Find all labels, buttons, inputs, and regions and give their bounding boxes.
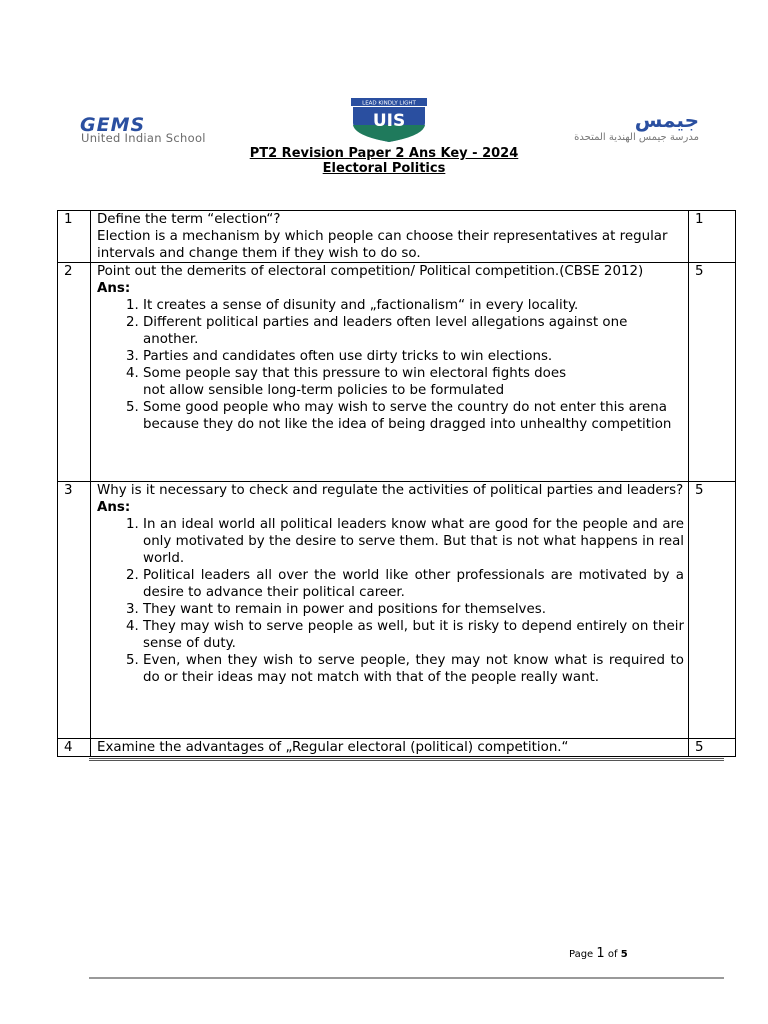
- question-text: Point out the demerits of electoral competition/ Political competition.(CBSE 2012): [97, 264, 644, 279]
- answer-text: Election is a mechanism by which people can choose their representatives at regular intervals and change them if they wish to do so.: [97, 229, 668, 261]
- list-item: 1. In an ideal world all political leaders know what are good for the people and are only motivated by the desire to serve them. But that is not what happens in real world.: [143, 516, 684, 567]
- footer-divider: [89, 758, 724, 761]
- paper-title: PT2 Revision Paper 2 Ans Key - 2024: [249, 146, 519, 161]
- uis-shield-logo: [349, 97, 429, 143]
- question-cell: [91, 739, 689, 757]
- table-row: [58, 739, 736, 757]
- list-item: 5. Some good people who may wish to serve the country do not enter this arena because they do not like the idea of being dragged into unhealthy competition: [143, 399, 684, 433]
- ans-label: Ans:: [97, 281, 131, 296]
- table-row: [58, 263, 736, 482]
- gems-logo-word: GEMS: [80, 114, 146, 136]
- question-text: Define the term “election“?: [97, 212, 281, 227]
- list-item: 2. Political leaders all over the world like other professionals are motivated by a desire to advance their political career.: [143, 567, 684, 601]
- arabic-logo-subtitle: مدرسة جيمس الهندية المتحدة: [574, 132, 699, 143]
- table-row: [58, 211, 736, 263]
- page-bottom-rule: [89, 977, 724, 979]
- page-number: Page 1 of 5: [569, 946, 628, 961]
- list-item: 5. Even, when they wish to serve people, they may not know what is required to do or their ideas may not match with that of the people really want.: [143, 652, 684, 686]
- list-item: 3. Parties and candidates often use dirty tricks to win elections.: [143, 348, 684, 365]
- arabic-logo-word: جيمس: [634, 108, 699, 132]
- question-cell: [91, 263, 689, 482]
- answer-list: [97, 297, 684, 433]
- list-item: 1. It creates a sense of disunity and „factionalism“ in every locality.: [143, 297, 684, 314]
- chapter-title: Electoral Politics: [322, 161, 446, 176]
- shield-icon: [349, 97, 429, 143]
- gems-uis-logo: [80, 114, 270, 146]
- question-text: Why is it necessary to check and regulate the activities of political parties and leaders?: [97, 483, 684, 498]
- question-number: 1: [58, 211, 91, 263]
- question-number: 4: [58, 739, 91, 757]
- gems-arabic-logo: [515, 108, 705, 148]
- question-marks: 1: [689, 211, 736, 263]
- question-text: Examine the advantages of „Regular electoral (political) competition.“: [97, 740, 569, 755]
- question-cell: [91, 482, 689, 739]
- logo-uis-text: UIS: [372, 111, 406, 131]
- school-name-logo-text: United Indian School: [81, 131, 206, 145]
- question-number: 2: [58, 263, 91, 482]
- ans-label: Ans:: [97, 500, 131, 515]
- question-marks: 5: [689, 739, 736, 757]
- question-cell: [91, 211, 689, 263]
- answer-key-table: [57, 210, 736, 757]
- answer-list: [97, 516, 684, 686]
- question-marks: 5: [689, 482, 736, 739]
- list-item: 4. Some people say that this pressure to win electoral fights does not allow sensible long-term policies to be formulated: [143, 365, 684, 399]
- logo-motto: LEAD KINDLY LIGHT: [362, 100, 416, 107]
- list-item: 2. Different political parties and leaders often level allegations against one another.: [143, 314, 684, 348]
- list-item: 4. They may wish to serve people as well, but it is risky to depend entirely on their sense of duty.: [143, 618, 684, 652]
- list-item: 3. They want to remain in power and positions for themselves.: [143, 601, 684, 618]
- question-marks: 5: [689, 263, 736, 482]
- question-number: 3: [58, 482, 91, 739]
- table-row: [58, 482, 736, 739]
